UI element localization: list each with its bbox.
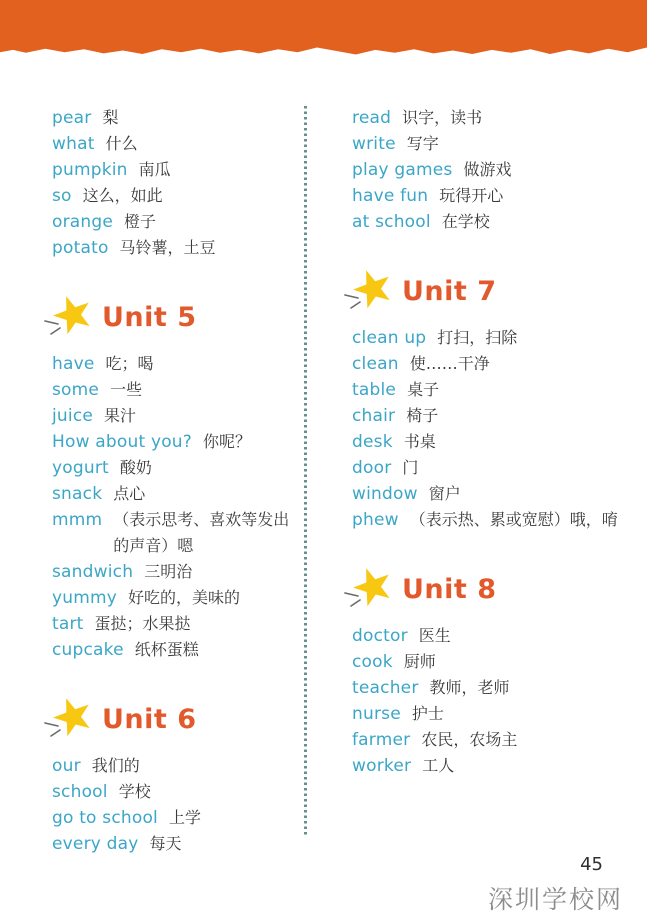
word-chinese: 做游戏 — [463, 160, 512, 179]
word-row — [352, 675, 624, 701]
word-row — [52, 235, 302, 261]
word-row — [352, 351, 624, 377]
word-english: go to school — [52, 808, 158, 828]
word-chinese: 三明治 — [144, 562, 193, 581]
word-row — [52, 481, 302, 507]
word-chinese: 什么 — [105, 134, 138, 153]
word-row — [52, 831, 302, 857]
word-chinese: 使……干净 — [409, 354, 490, 373]
unit-label: Unit 7 — [402, 275, 497, 307]
word-chinese: 工人 — [422, 756, 455, 775]
word-row — [52, 455, 302, 481]
right-column — [352, 105, 624, 779]
word-english: teacher — [352, 678, 419, 698]
word-chinese: 纸杯蛋糕 — [134, 640, 199, 659]
word-english: have — [52, 354, 95, 374]
word-english: phew — [352, 510, 399, 530]
word-chinese: 门 — [402, 458, 419, 477]
word-chinese: 梨 — [102, 108, 119, 127]
word-chinese: 好吃的，美味的 — [128, 588, 241, 607]
word-row — [52, 611, 302, 637]
word-row — [52, 507, 302, 559]
word-chinese: 护士 — [411, 704, 444, 723]
word-row — [352, 325, 624, 351]
word-english: some — [52, 380, 100, 400]
word-english: window — [352, 484, 418, 504]
left-column — [52, 105, 302, 857]
word-chinese: （表示热、累或宽慰）哦，唷 — [409, 510, 618, 529]
word-chinese: 点心 — [113, 484, 146, 503]
word-english: juice — [52, 406, 94, 426]
word-english: tart — [52, 614, 84, 634]
unit-label: Unit 6 — [102, 703, 197, 735]
unit-header — [52, 693, 302, 745]
word-row — [52, 403, 302, 429]
word-chinese: 写字 — [406, 134, 439, 153]
word-chinese: 吃；喝 — [105, 354, 154, 373]
word-english: orange — [52, 212, 114, 232]
word-english: pumpkin — [52, 160, 128, 180]
word-chinese: 你呢？ — [203, 432, 252, 451]
word-row — [352, 377, 624, 403]
word-chinese: 医生 — [418, 626, 451, 645]
word-chinese: 书桌 — [403, 432, 436, 451]
word-row — [352, 157, 624, 183]
word-row — [52, 753, 302, 779]
unit-label: Unit 5 — [102, 301, 197, 333]
word-chinese: 窗户 — [428, 484, 461, 503]
word-english: every day — [52, 834, 139, 854]
word-row — [352, 455, 624, 481]
word-row — [352, 183, 624, 209]
word-english: have fun — [352, 186, 429, 206]
torn-paper-band — [0, 0, 647, 58]
word-chinese: （表示思考、喜欢等发出的声音）嗯 — [113, 510, 290, 555]
word-row — [352, 649, 624, 675]
word-row — [352, 429, 624, 455]
word-row — [352, 105, 624, 131]
word-row — [52, 131, 302, 157]
word-english: desk — [352, 432, 393, 452]
word-english: yogurt — [52, 458, 109, 478]
word-row — [52, 585, 302, 611]
word-row — [352, 701, 624, 727]
word-row — [352, 623, 624, 649]
word-english: mmm — [52, 510, 103, 530]
word-chinese: 一些 — [110, 380, 143, 399]
word-english: so — [52, 186, 72, 206]
word-row — [52, 429, 302, 455]
word-row — [52, 377, 302, 403]
word-english: school — [52, 782, 108, 802]
word-english: clean up — [352, 328, 427, 348]
word-english: cupcake — [52, 640, 124, 660]
unit-header — [52, 291, 302, 343]
word-english: nurse — [352, 704, 401, 724]
word-row — [52, 805, 302, 831]
word-chinese: 玩得开心 — [439, 186, 504, 205]
word-english: yummy — [52, 588, 118, 608]
word-english: clean — [352, 354, 399, 374]
column-divider — [304, 106, 307, 836]
word-english: chair — [352, 406, 396, 426]
word-row — [352, 209, 624, 235]
word-english: what — [52, 134, 95, 154]
word-chinese: 上学 — [168, 808, 201, 827]
word-english: write — [352, 134, 396, 154]
star-icon — [42, 291, 98, 343]
watermark: 深圳学校网 — [487, 887, 623, 914]
word-chinese: 桌子 — [407, 380, 440, 399]
word-chinese: 识字，读书 — [402, 108, 483, 127]
word-english: doctor — [352, 626, 408, 646]
word-chinese: 农民，农场主 — [421, 730, 518, 749]
word-chinese: 在学校 — [441, 212, 490, 231]
word-chinese: 酸奶 — [119, 458, 152, 477]
word-row — [352, 481, 624, 507]
word-english: pear — [52, 108, 92, 128]
word-row — [52, 779, 302, 805]
unit-header — [352, 265, 624, 317]
word-english: our — [52, 756, 81, 776]
unit-header — [352, 563, 624, 615]
word-row — [52, 157, 302, 183]
word-chinese: 橙子 — [124, 212, 157, 231]
word-english: door — [352, 458, 392, 478]
word-row — [352, 131, 624, 157]
page-number: 45 — [580, 854, 603, 875]
word-chinese: 打扫，扫除 — [437, 328, 518, 347]
word-chinese: 每天 — [149, 834, 182, 853]
word-english: potato — [52, 238, 109, 258]
word-chinese: 南瓜 — [138, 160, 171, 179]
word-chinese: 教师，老师 — [429, 678, 510, 697]
word-row — [52, 637, 302, 663]
word-english: cook — [352, 652, 393, 672]
word-english: read — [352, 108, 392, 128]
word-chinese: 果汁 — [104, 406, 137, 425]
word-english: play games — [352, 160, 453, 180]
word-row — [352, 403, 624, 429]
word-chinese: 马铃薯，土豆 — [119, 238, 216, 257]
word-english: at school — [352, 212, 431, 232]
unit-label: Unit 8 — [402, 573, 497, 605]
word-english: farmer — [352, 730, 411, 750]
word-row — [52, 183, 302, 209]
word-row — [352, 727, 624, 753]
star-icon — [342, 265, 398, 317]
word-row — [52, 559, 302, 585]
word-chinese: 椅子 — [406, 406, 439, 425]
word-english: worker — [352, 756, 412, 776]
word-row — [52, 209, 302, 235]
word-chinese: 学校 — [118, 782, 151, 801]
word-english: sandwich — [52, 562, 134, 582]
word-row — [52, 351, 302, 377]
word-chinese: 这么，如此 — [82, 186, 163, 205]
word-chinese: 我们的 — [91, 756, 140, 775]
word-english: table — [352, 380, 397, 400]
star-icon — [342, 563, 398, 615]
word-chinese: 蛋挞；水果挞 — [94, 614, 191, 633]
word-chinese: 厨师 — [403, 652, 436, 671]
word-english: snack — [52, 484, 103, 504]
star-icon — [42, 693, 98, 745]
word-row — [352, 753, 624, 779]
word-row — [352, 507, 624, 533]
word-english: How about you? — [52, 432, 193, 452]
word-row — [52, 105, 302, 131]
